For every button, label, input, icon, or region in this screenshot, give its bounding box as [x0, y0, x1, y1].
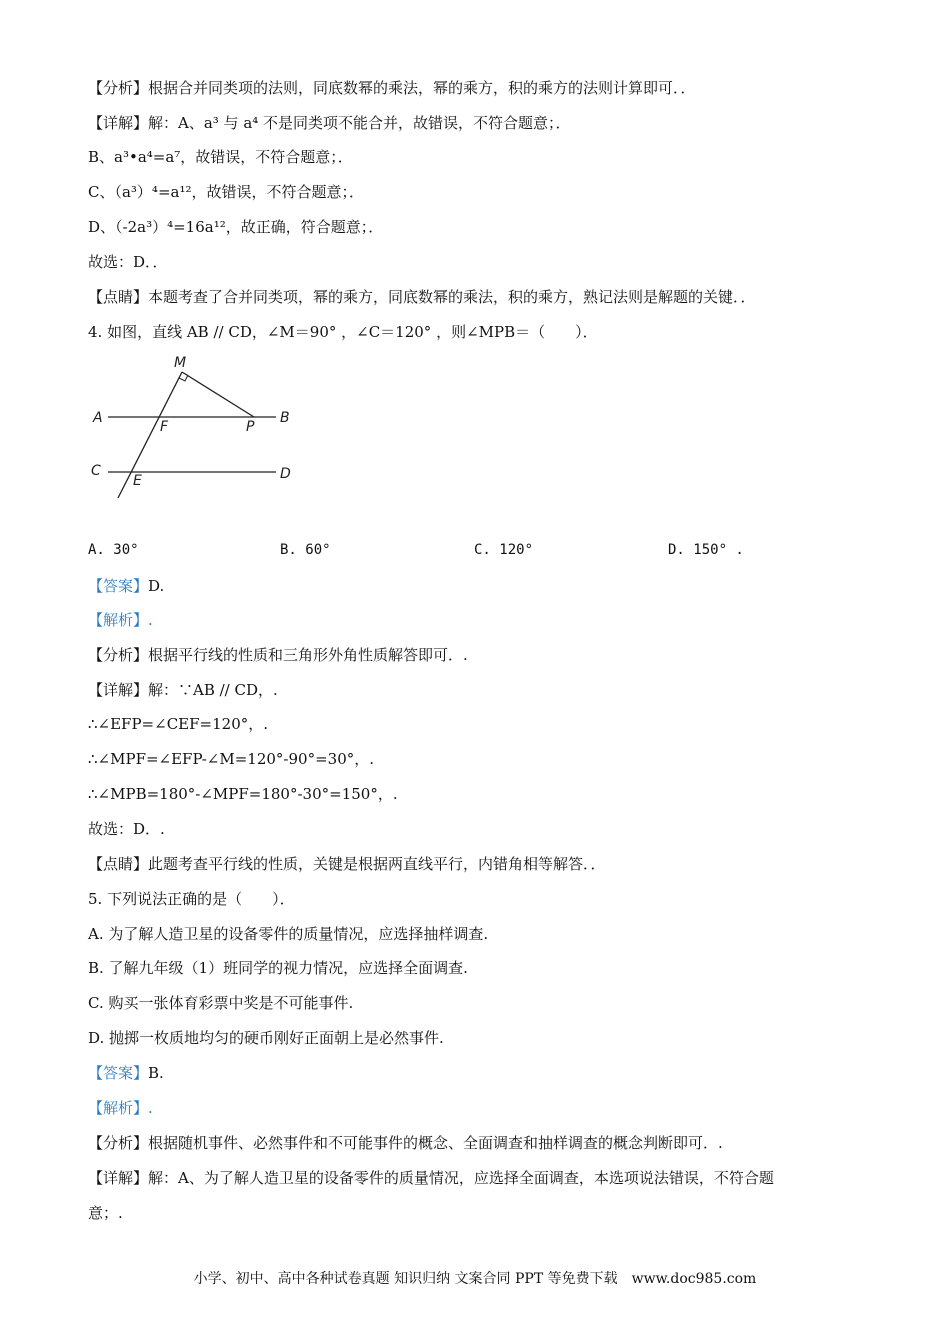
option-a: A. 为了解人造卫星的设备零件的质量情况，应选择抽样调查. — [88, 925, 489, 943]
answer-label: 【答案】 — [88, 577, 149, 595]
text-line: 【分析】根据合并同类项的法则，同底数幂的乘法，幂的乘方，积的乘方的法则计算即可．． — [88, 79, 696, 97]
text-line: ∴∠MPB=180°-∠MPF=180°-30°=150°，. — [88, 785, 398, 803]
text-line — [88, 1098, 870, 1118]
text-line: 【分析】根据随机事件、必然事件和不可能事件的概念、全面调查和抽样调查的概念判断即可．. — [88, 1134, 723, 1152]
point-label: D — [280, 466, 291, 482]
text-line: 【详解】解：A、为了解人造卫星的设备零件的质量情况，应选择全面调查，本选项说法错误，不符合题 — [88, 1169, 774, 1187]
option-b: B. 了解九年级（1）班同学的视力情况，应选择全面调查. — [88, 959, 468, 977]
answer-value: B. — [148, 1064, 164, 1082]
text-line: B、a³•a⁴=a⁷，故错误，不符合题意；． — [88, 148, 353, 166]
option-d: D. 抛掷一枚质地均匀的硬币刚好正面朝上是必然事件. — [88, 1029, 444, 1047]
option-d: D. 150° . — [668, 542, 744, 558]
question-5-stem: 5. 下列说法正确的是（ ）． — [88, 890, 295, 908]
text-line: 【分析】根据平行线的性质和三角形外角性质解答即可．. — [88, 646, 468, 664]
analysis-label: 【解析】. — [88, 611, 153, 629]
analysis-label: 【解析】. — [88, 1099, 153, 1117]
text-line: 【点睛】此题考查平行线的性质，关键是根据两直线平行，内错角相等解答．． — [88, 855, 606, 873]
text-line: 故选：D．． — [88, 253, 168, 271]
answer-label: 【答案】 — [88, 1064, 149, 1082]
option-a: A. 30° — [88, 542, 139, 558]
text-line: 【详解】解：A、a³ 与 a⁴ 不是同类项不能合并，故错误，不符合题意；． — [88, 114, 571, 132]
geometry-figure — [88, 350, 318, 510]
option-c: C. 购买一张体育彩票中奖是不可能事件. — [88, 994, 354, 1012]
point-label: A — [93, 410, 103, 426]
text-line: ∴∠EFP=∠CEF=120°，. — [88, 715, 269, 733]
text-line: C、（a³）⁴=a¹²，故错误，不符合题意；． — [88, 183, 364, 201]
point-label: E — [133, 473, 142, 489]
point-label: P — [246, 419, 255, 435]
page-footer: 小学、初中、高中各种试卷真题 知识归纳 文案合同 PPT 等免费下载 www.doc985.com — [193, 1271, 757, 1287]
question-4-stem: 4. 如图，直线 AB // CD，∠M＝90° ，∠C＝120° ，则∠MPB＝（ ）． — [88, 323, 598, 341]
answer-value: D. — [148, 577, 165, 595]
option-c: C. 120° — [474, 542, 534, 558]
option-b: B. 60° — [280, 542, 331, 558]
text-line: ∴∠MPF=∠EFP-∠M=120°-90°=30°，. — [88, 750, 375, 768]
text-line: 意；. — [88, 1204, 123, 1222]
text-line: 故选：D．. — [88, 820, 165, 838]
text-line: D、（-2a³）⁴=16a¹²，故正确，符合题意；． — [88, 218, 384, 236]
answer-line — [88, 1063, 870, 1083]
point-label: M — [174, 355, 187, 371]
point-label: B — [280, 410, 290, 426]
point-label: F — [160, 419, 169, 435]
answer-line — [88, 576, 870, 596]
text-line: 【点睛】本题考查了合并同类项，幂的乘方，同底数幂的乘法，积的乘方，熟记法则是解题的关键．． — [88, 288, 756, 306]
text-line: 【详解】解：∵AB // CD，. — [88, 681, 278, 699]
text-line — [88, 610, 870, 630]
point-label: C — [91, 463, 101, 479]
